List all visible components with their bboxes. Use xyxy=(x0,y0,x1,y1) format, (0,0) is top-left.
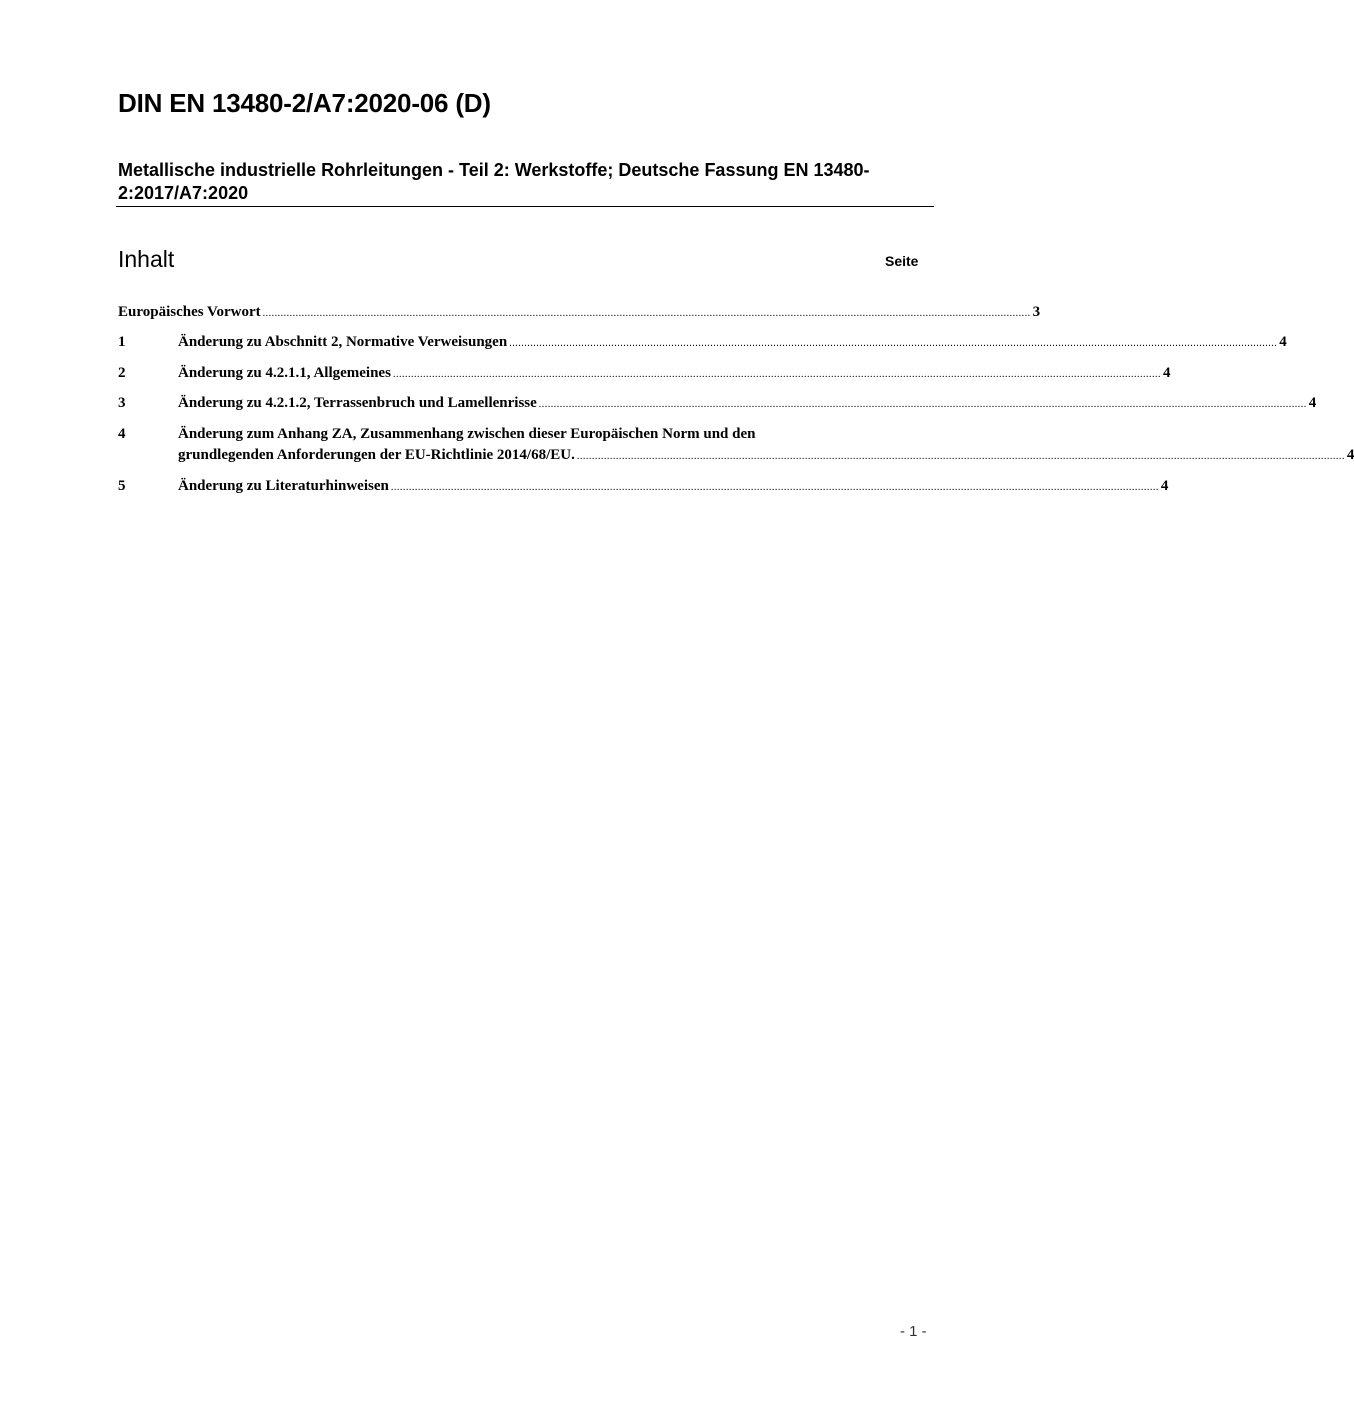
title-divider xyxy=(116,206,934,207)
toc-entry-page: 4 xyxy=(1346,447,1354,463)
toc-dot-leader: ................................................................................................................................................................................................................................................................ xyxy=(262,308,1031,319)
document-subtitle: Metallische industrielle Rohrleitungen - Teil 2: Werkstoffe; Deutsche Fassung EN 13480-2:2017/A7:2020 xyxy=(118,160,870,203)
toc-page-column-label: Seite xyxy=(885,253,919,269)
toc-entry-2[interactable] xyxy=(118,363,1171,385)
toc-entry-4[interactable] xyxy=(118,424,1354,467)
toc-dot-leader: ................................................................................................................................................................................................................................................................ xyxy=(509,338,1278,349)
toc-entry-text: Änderung zu 4.2.1.1, Allgemeines xyxy=(178,365,391,381)
document-title: DIN EN 13480-2/A7:2020-06 (D) xyxy=(118,88,491,118)
toc-entry-vorwort[interactable] xyxy=(118,302,1041,324)
toc-entry-text: Änderung zu 4.2.1.2, Terrassenbruch und Lamellenrisse xyxy=(178,395,537,411)
toc-entry-number: 2 xyxy=(118,365,126,381)
page-number: - 1 - xyxy=(900,1323,927,1340)
toc-dot-leader: ................................................................................................................................................................................................................................................................ xyxy=(538,399,1307,410)
toc-entry-text: Europäisches Vorwort xyxy=(118,304,261,320)
toc-entry-text-line-1: Änderung zum Anhang ZA, Zusammenhang zwischen dieser Europäischen Norm und den xyxy=(178,426,756,442)
toc-entry-number: 1 xyxy=(118,334,126,350)
toc-entry-text-line-2: grundlegenden Anforderungen der EU-Richtlinie 2014/68/EU. xyxy=(178,447,575,463)
toc-entry-number: 5 xyxy=(118,478,126,494)
toc-entry-number: 4 xyxy=(118,426,126,442)
toc-entry-page: 3 xyxy=(1032,304,1041,320)
toc-dot-leader: ................................................................................................................................................................................................................................................................ xyxy=(576,451,1345,462)
toc-entry-text: Änderung zu Abschnitt 2, Normative Verweisungen xyxy=(178,334,508,350)
toc-entry-page: 4 xyxy=(1279,334,1287,350)
toc-entry-page: 4 xyxy=(1160,478,1169,494)
toc-heading: Inhalt xyxy=(118,246,175,272)
toc-entry-3[interactable] xyxy=(118,393,1317,415)
toc-dot-leader: ................................................................................................................................................................................................................................................................ xyxy=(392,369,1161,380)
toc-entry-page: 4 xyxy=(1162,365,1171,381)
toc-entry-5[interactable] xyxy=(118,476,1169,498)
toc-entry-text: Änderung zu Literaturhinweisen xyxy=(178,478,389,494)
toc-dot-leader: ................................................................................................................................................................................................................................................................ xyxy=(390,482,1159,493)
toc-entry-page: 4 xyxy=(1308,395,1317,411)
toc-entry-1[interactable] xyxy=(118,332,1287,354)
toc-entry-number: 3 xyxy=(118,395,126,411)
